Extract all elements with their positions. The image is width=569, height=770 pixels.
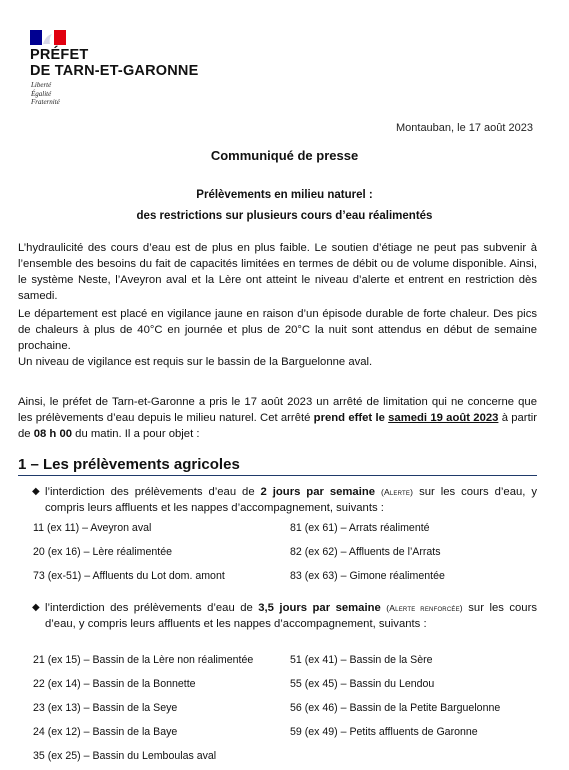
bullet-alerte-bold: 2 jours par semaine bbox=[260, 486, 376, 498]
list-item: 21 (ex 15) – Bassin de la Lère non réalimentée bbox=[33, 654, 254, 666]
list-item: 73 (ex-51) – Affluents du Lot dom. amont bbox=[33, 570, 225, 582]
list-item: 24 (ex 12) – Bassin de la Baye bbox=[33, 726, 178, 738]
bullet-renforcee-bold: 3,5 jours par semaine bbox=[258, 602, 381, 614]
subtitle-line-1: Prélèvements en milieu naturel : bbox=[196, 189, 373, 201]
arrete-text-b: à partir de bbox=[18, 412, 537, 440]
bullet-renforcee-level: (Alerte renforcée) bbox=[386, 603, 463, 613]
list-item: 81 (ex 61) – Arrats réalimenté bbox=[290, 522, 430, 534]
list-item: 56 (ex 46) – Bassin de la Petite Barguelonne bbox=[290, 702, 501, 714]
paragraph-vigilance-chaleur: Le département est placé en vigilance jaune en raison d’un épisode durable de forte chaleur. Des pics de chaleurs à plus de 40°C en journée et plus de 20°C la nuit sont attendus en début de semaine prochaine. bbox=[18, 308, 537, 352]
diamond-bullet-icon: ◆ bbox=[32, 602, 40, 613]
bullet-renforcee-text-b: sur les cours d’eau, y compris leurs affluents et les nappes d’accompagnement, suivants : bbox=[45, 602, 537, 630]
bullet-alerte-text-b: sur les cours d’eau, y compris leurs affluents et les nappes d’accompagnement, suivants : bbox=[45, 486, 537, 514]
subtitle-line-2: des restrictions sur plusieurs cours d’eau réalimentés bbox=[136, 210, 433, 222]
arrete-text-a: Ainsi, le préfet de Tarn-et-Garonne a pris le 17 août 2023 un arrêté de limitation qui ne concerne que les prélèvements d’eau depuis le milieu naturel. Cet arrêté bbox=[18, 396, 537, 424]
bullet-alerte-renforcee bbox=[32, 600, 537, 632]
paragraph-barguelonne: Un niveau de vigilance est requis sur le bassin de la Barguelonne aval. bbox=[18, 356, 373, 368]
basin-list-alerte bbox=[33, 516, 543, 588]
paragraph-arrete bbox=[18, 394, 537, 442]
list-item: 82 (ex 62) – Affluents de l’Arrats bbox=[290, 546, 441, 558]
diamond-bullet-icon: ◆ bbox=[32, 486, 40, 497]
list-item: 22 (ex 14) – Bassin de la Bonnette bbox=[33, 678, 196, 690]
bullet-alerte bbox=[32, 484, 537, 516]
list-item: 59 (ex 49) – Petits affluents de Garonne bbox=[290, 726, 478, 738]
bullet-alerte-text-a: l’interdiction des prélèvements d’eau de bbox=[45, 486, 261, 498]
prefet-line-1: PRÉFET bbox=[30, 47, 89, 63]
list-item: 20 (ex 16) – Lère réalimentée bbox=[33, 546, 172, 558]
list-item: 23 (ex 13) – Bassin de la Seye bbox=[33, 702, 178, 714]
list-item: 35 (ex 25) – Bassin du Lemboulas aval bbox=[33, 750, 217, 762]
basin-list-alerte-renforcee bbox=[33, 648, 543, 768]
republic-motto bbox=[31, 81, 60, 107]
motto-fraternite: Fraternité bbox=[31, 98, 60, 106]
bullet-alerte-level: (Alerte) bbox=[380, 487, 414, 497]
motto-liberte: Liberté bbox=[31, 81, 52, 89]
arrete-effective-time: 08 h 00 bbox=[33, 428, 73, 440]
republique-francaise-flag-logo bbox=[30, 30, 66, 45]
document-subtitle bbox=[0, 185, 569, 227]
section-heading-agricole: 1 – Les prélèvements agricoles bbox=[18, 456, 537, 476]
arrete-effective-date: samedi 19 août 2023 bbox=[388, 412, 499, 424]
arrete-text-bold-1: prend effet le bbox=[313, 412, 389, 424]
list-item: 55 (ex 45) – Bassin du Lendou bbox=[290, 678, 435, 690]
list-item: 51 (ex 41) – Bassin de la Sère bbox=[290, 654, 433, 666]
list-item: 11 (ex 11) – Aveyron aval bbox=[33, 522, 152, 534]
list-item: 83 (ex 63) – Gimone réalimentée bbox=[290, 570, 445, 582]
document-date: Montauban, le 17 août 2023 bbox=[395, 122, 533, 134]
bullet-renforcee-text-a: l’interdiction des prélèvements d’eau de bbox=[45, 602, 259, 614]
prefet-line-2: DE TARN-ET-GARONNE bbox=[30, 63, 199, 79]
prefecture-name bbox=[30, 47, 198, 79]
paragraph-hydraulicite: L’hydraulicité des cours d’eau est de plus en plus faible. Le soutien d’étiage ne peut pas subvenir à l’ensemble des besoins du fait de capacités limitées en termes de débit ou de volume disponible. Ainsi, le système Neste, l’Aveyron aval et la Lère ont atteint le niveau d’alerte et entrent en restriction dès samedi. bbox=[18, 242, 537, 302]
document-title: Communiqué de presse bbox=[210, 148, 359, 163]
motto-egalite: Égalité bbox=[31, 89, 52, 98]
arrete-text-c: du matin. Il a pour objet : bbox=[72, 428, 200, 440]
list-item bbox=[290, 744, 543, 768]
